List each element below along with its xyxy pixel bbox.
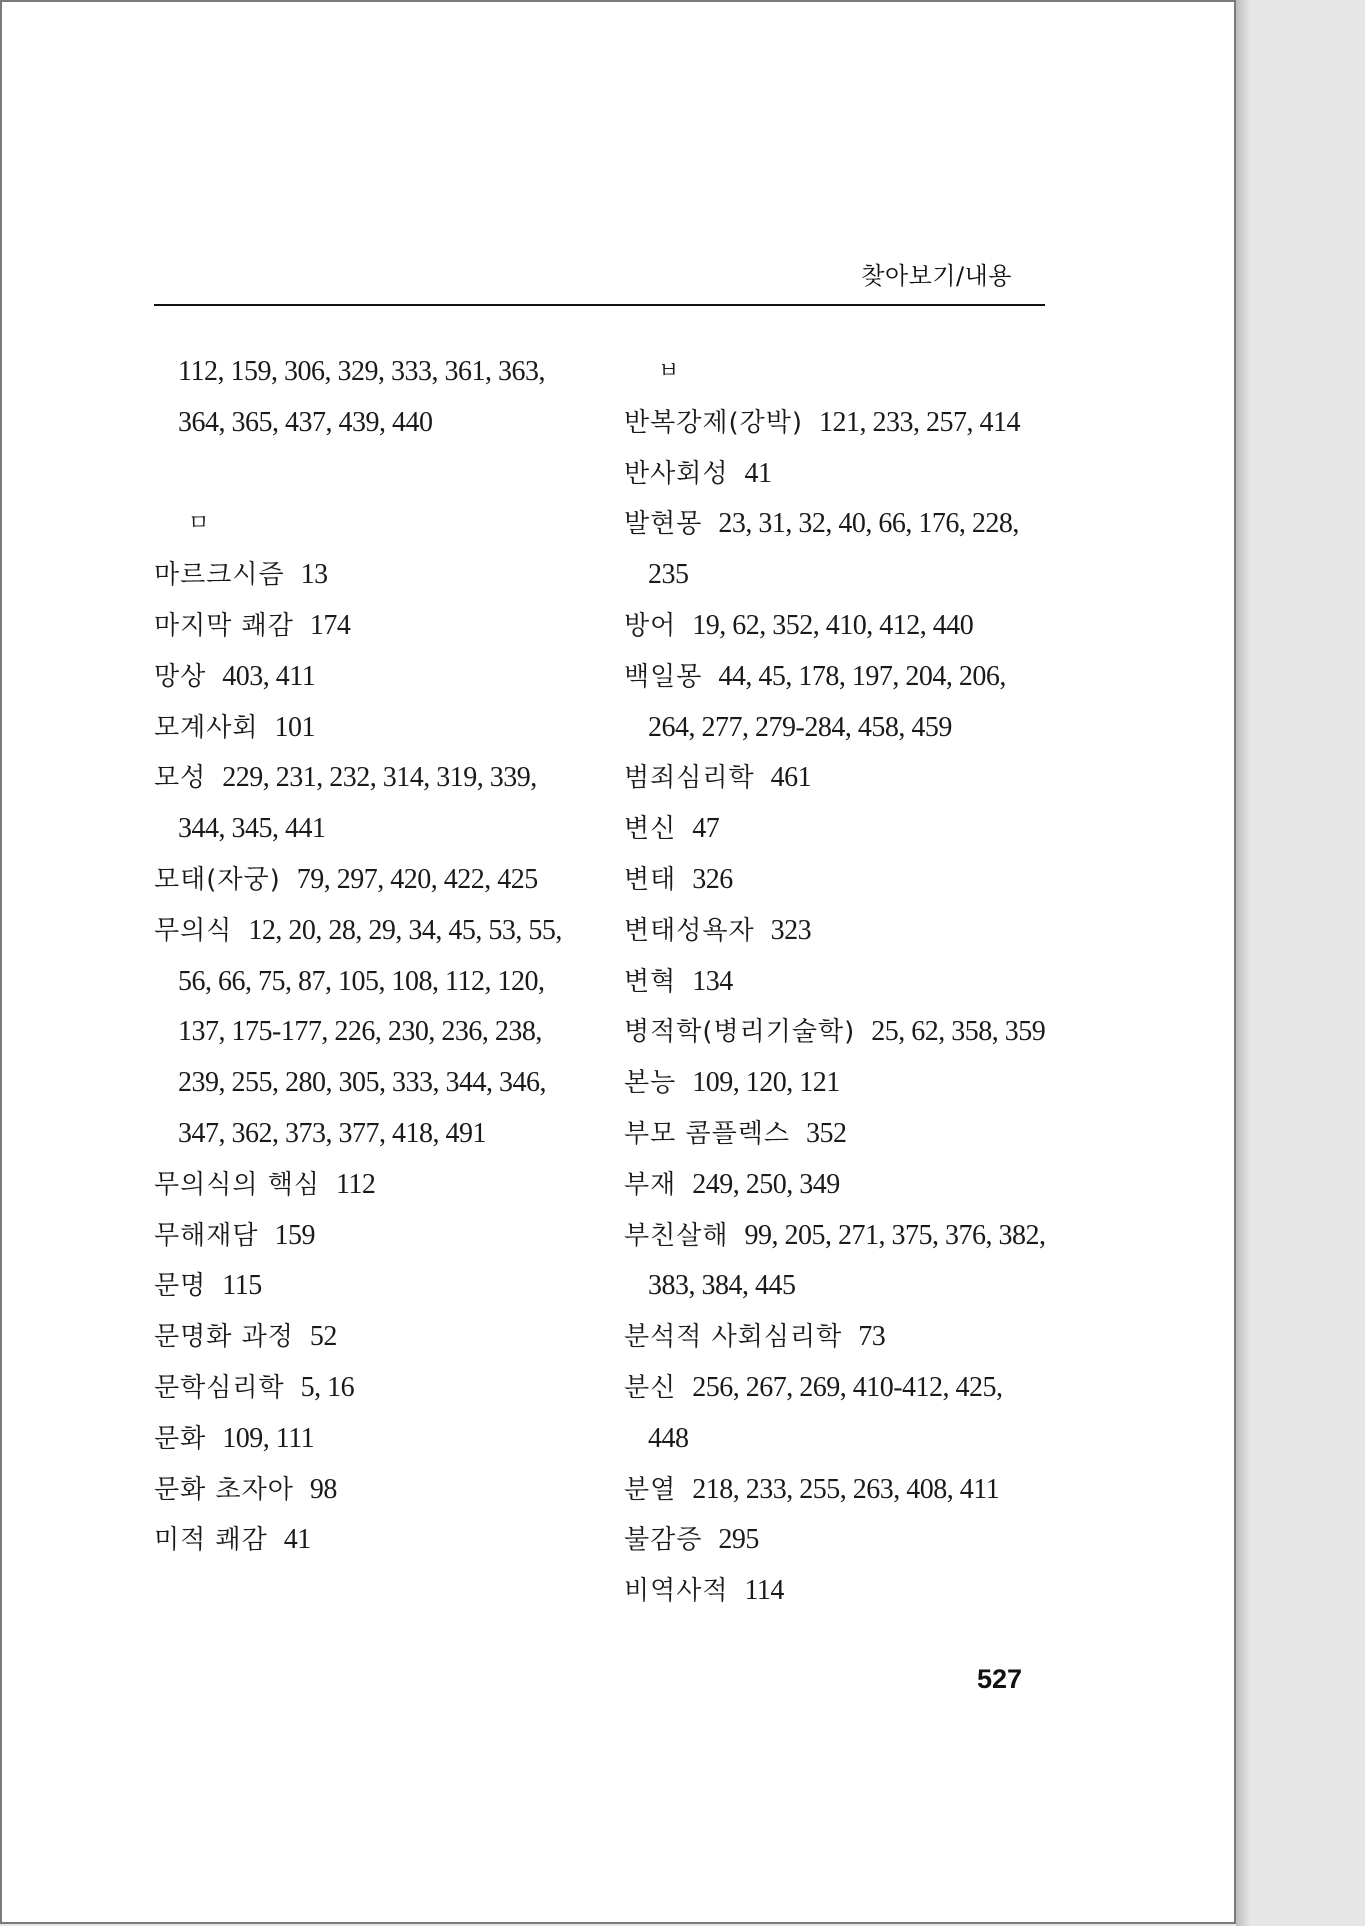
index-entry <box>154 1363 594 1414</box>
index-entry-continuation <box>154 347 594 398</box>
page-references: 137, 175-177, 226, 230, 236, 238, <box>178 1016 542 1048</box>
blank-line <box>154 449 594 500</box>
index-entry <box>624 601 1054 652</box>
page-references: 41 <box>283 1524 311 1556</box>
page-references: 295 <box>718 1524 759 1556</box>
index-term: 문학심리학 <box>154 1372 285 1403</box>
page-references: 347, 362, 373, 377, 418, 491 <box>178 1117 486 1149</box>
page-references: 47 <box>692 813 720 845</box>
index-entry <box>154 753 594 804</box>
page-references: 73 <box>858 1321 886 1353</box>
index-entry <box>154 1160 594 1211</box>
index-entry <box>154 1414 594 1465</box>
index-term: 모태(자궁) <box>154 864 281 895</box>
page-references: 52 <box>309 1321 337 1353</box>
index-term: 반사회성 <box>624 458 729 489</box>
index-term: 문화 <box>154 1423 207 1454</box>
index-term: 변신 <box>624 814 677 845</box>
page-references: 23, 31, 32, 40, 66, 176, 228, <box>718 508 1019 540</box>
index-entry <box>154 855 594 906</box>
page-references: 159 <box>274 1219 315 1251</box>
page-edge-shadow <box>1236 0 1250 1926</box>
index-entry <box>624 753 1054 804</box>
index-entry-continuation <box>624 1261 1054 1312</box>
index-term: 병적학(병리기술학) <box>624 1017 856 1048</box>
page-references: 174 <box>309 609 351 641</box>
page-references: 13 <box>300 559 328 591</box>
page-references: 5, 16 <box>300 1371 355 1403</box>
index-term: 부재 <box>624 1169 677 1200</box>
page-references: 364, 365, 437, 439, 440 <box>178 406 433 438</box>
index-term: 미적 쾌감 <box>154 1525 268 1556</box>
index-entry <box>154 652 594 703</box>
page-references: 323 <box>770 914 812 946</box>
index-entry-continuation <box>154 804 594 855</box>
page-references: 101 <box>274 711 315 743</box>
index-column-left <box>154 347 594 1566</box>
index-entry <box>624 499 1054 550</box>
section-heading: ㅂ <box>658 359 680 384</box>
index-term: 불감증 <box>624 1525 703 1556</box>
page-number: 527 <box>976 1664 1022 1694</box>
index-entry <box>624 1465 1054 1516</box>
index-term: 발현몽 <box>624 509 703 540</box>
index-entry-continuation <box>154 957 594 1008</box>
index-entry <box>624 1007 1054 1058</box>
running-head: 찾아보기/내용 <box>861 262 1012 290</box>
page-references: 249, 250, 349 <box>692 1168 840 1200</box>
page-references: 44, 45, 178, 197, 204, 206, <box>718 660 1006 692</box>
index-entry <box>624 906 1054 957</box>
index-entry <box>624 1058 1054 1109</box>
header-rule <box>154 304 1045 306</box>
index-entry <box>154 601 594 652</box>
page-references: 352 <box>805 1117 847 1149</box>
index-term: 무해재담 <box>154 1220 259 1251</box>
index-term: 본능 <box>624 1068 677 1099</box>
index-column-right <box>624 347 1054 1617</box>
index-entry-continuation <box>624 1414 1054 1465</box>
index-term: 비역사적 <box>624 1576 729 1607</box>
page-references: 115 <box>222 1270 262 1302</box>
page-references: 112, 159, 306, 329, 333, 361, 363, <box>178 356 545 387</box>
index-term: 마지막 쾌감 <box>154 610 294 641</box>
page-references: 383, 384, 445 <box>648 1270 796 1302</box>
index-entry <box>624 855 1054 906</box>
page-references: 41 <box>744 457 772 489</box>
index-entry <box>624 652 1054 703</box>
index-term: 모성 <box>154 763 207 794</box>
index-entry <box>154 1312 594 1363</box>
page-references: 98 <box>309 1473 337 1505</box>
index-entry <box>624 804 1054 855</box>
index-entry <box>624 1515 1054 1566</box>
page-references: 229, 231, 232, 314, 319, 339, <box>222 762 537 794</box>
page-references: 218, 233, 255, 263, 408, 411 <box>692 1473 1000 1505</box>
index-entry <box>154 703 594 754</box>
index-entry <box>154 1261 594 1312</box>
page-references: 79, 297, 420, 422, 425 <box>296 863 538 895</box>
index-term: 마르크시즘 <box>154 560 285 591</box>
index-term: 무의식 <box>154 915 233 946</box>
index-entry <box>624 1211 1054 1262</box>
index-term: 부모 콤플렉스 <box>624 1118 790 1149</box>
index-term: 변혁 <box>624 966 677 997</box>
index-term: 모계사회 <box>154 712 259 743</box>
index-term: 백일몽 <box>624 661 703 692</box>
page-references: 264, 277, 279-284, 458, 459 <box>648 711 952 743</box>
page-references: 112 <box>335 1168 376 1200</box>
index-entry <box>154 906 594 957</box>
index-term: 문명 <box>154 1271 207 1302</box>
index-entry <box>624 449 1054 500</box>
index-term: 분신 <box>624 1372 677 1403</box>
index-entry-continuation <box>154 1058 594 1109</box>
index-entry-continuation <box>154 1109 594 1160</box>
index-entry <box>154 1465 594 1516</box>
index-entry <box>624 1160 1054 1211</box>
page-references: 121, 233, 257, 414 <box>818 406 1020 438</box>
index-entry <box>154 1515 594 1566</box>
index-entry <box>624 1312 1054 1363</box>
section-heading: ㅁ <box>188 511 210 537</box>
index-term: 문화 초자아 <box>154 1474 294 1505</box>
index-term: 망상 <box>154 661 207 692</box>
page-references: 25, 62, 358, 359 <box>871 1016 1046 1048</box>
index-entry <box>624 957 1054 1008</box>
page-references: 239, 255, 280, 305, 333, 344, 346, <box>178 1067 546 1099</box>
page-references: 344, 345, 441 <box>178 813 326 845</box>
index-term: 범죄심리학 <box>624 763 755 794</box>
index-entry <box>624 1109 1054 1160</box>
index-entry-continuation <box>154 1007 594 1058</box>
page-references: 256, 267, 269, 410-412, 425, <box>692 1371 1003 1403</box>
page-references: 114 <box>744 1575 784 1607</box>
index-term: 변태성욕자 <box>624 915 755 946</box>
index-term: 반복강제(강박) <box>624 407 803 438</box>
index-entry-continuation <box>154 398 594 449</box>
page-references: 109, 111 <box>222 1422 315 1454</box>
page-references: 235 <box>648 559 689 591</box>
index-entry <box>154 550 594 601</box>
page-references: 448 <box>648 1422 689 1454</box>
page-references: 12, 20, 28, 29, 34, 45, 53, 55, <box>248 914 562 946</box>
index-entry <box>624 398 1054 449</box>
page-references: 134 <box>692 965 733 997</box>
page-references: 326 <box>692 863 733 895</box>
index-entry-continuation <box>624 550 1054 601</box>
index-term: 문명화 과정 <box>154 1322 294 1353</box>
page-references: 461 <box>770 762 812 794</box>
page-references: 109, 120, 121 <box>692 1067 840 1099</box>
index-term: 분석적 사회심리학 <box>624 1322 843 1353</box>
index-entry <box>154 1211 594 1262</box>
index-term: 무의식의 핵심 <box>154 1169 320 1200</box>
index-term: 방어 <box>624 610 677 641</box>
index-term: 부친살해 <box>624 1220 729 1251</box>
index-entry-continuation <box>624 703 1054 754</box>
page-references: 403, 411 <box>222 660 316 692</box>
page-references: 19, 62, 352, 410, 412, 440 <box>692 609 974 641</box>
index-term: 분열 <box>624 1474 677 1505</box>
index-term: 변태 <box>624 864 677 895</box>
index-entry <box>624 1363 1054 1414</box>
index-entry <box>624 1566 1054 1617</box>
page-references: 99, 205, 271, 375, 376, 382, <box>744 1219 1046 1251</box>
page-references: 56, 66, 75, 87, 105, 108, 112, 120, <box>178 965 545 997</box>
